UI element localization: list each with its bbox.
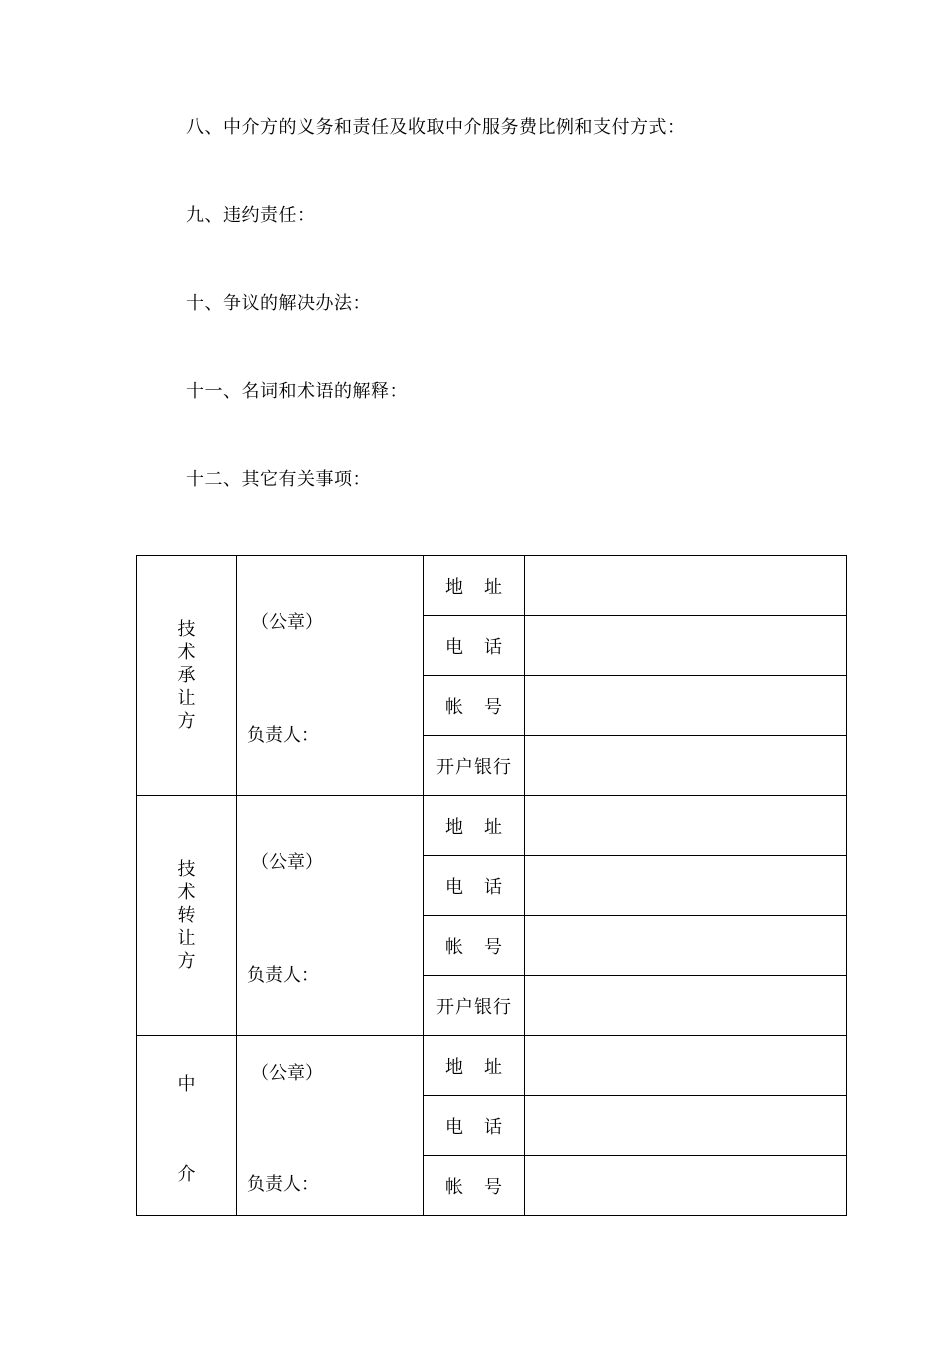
assignor-address-label: 地 址 (424, 796, 525, 856)
assignor-seal-label: （公章） (251, 852, 323, 873)
intermediary-label-bottom: 介 (177, 1164, 196, 1185)
assignor-phone-label: 电 话 (424, 856, 525, 916)
intermediary-account-label: 帐 号 (424, 1156, 525, 1216)
assignee-party-label: 技术承让方 (177, 619, 196, 732)
assignee-address-label: 地 址 (424, 556, 525, 616)
intermediary-address-field[interactable] (525, 1036, 847, 1096)
assignor-party-label: 技术转让方 (177, 859, 196, 972)
intermediary-account-field[interactable] (525, 1156, 847, 1216)
clause-11: 十一、名词和术语的解释： (186, 381, 408, 402)
clause-12: 十二、其它有关事项： (186, 469, 371, 490)
assignor-bank-label: 开户银行 (424, 976, 525, 1036)
assignee-address-field[interactable] (525, 556, 847, 616)
assignee-bank-label: 开户银行 (424, 736, 525, 796)
assignee-bank-field[interactable] (525, 736, 847, 796)
assignor-phone-field[interactable] (525, 856, 847, 916)
clause-8: 八、中介方的义务和责任及收取中介服务费比例和支付方式： (186, 117, 686, 138)
assignee-phone-label: 电 话 (424, 616, 525, 676)
assignee-seal-label: （公章） (251, 612, 323, 633)
assignee-party-cell (137, 556, 237, 796)
clause-9: 九、违约责任： (186, 205, 316, 226)
signature-table (136, 555, 847, 1216)
intermediary-address-label: 地 址 (424, 1036, 525, 1096)
intermediary-seal-label: （公章） (251, 1063, 323, 1084)
intermediary-seal-cell (237, 1036, 424, 1216)
assignee-account-field[interactable] (525, 676, 847, 736)
intermediary-party-cell (137, 1036, 237, 1216)
assignor-responsible-label: 负责人： (247, 965, 319, 986)
assignee-phone-field[interactable] (525, 616, 847, 676)
assignee-responsible-label: 负责人： (247, 725, 319, 746)
intermediary-phone-label: 电 话 (424, 1096, 525, 1156)
assignor-address-field[interactable] (525, 796, 847, 856)
assignor-party-cell (137, 796, 237, 1036)
intermediary-responsible-label: 负责人： (247, 1174, 319, 1195)
assignor-account-label: 帐 号 (424, 916, 525, 976)
clause-10: 十、争议的解决办法： (186, 293, 371, 314)
intermediary-phone-field[interactable] (525, 1096, 847, 1156)
assignor-seal-cell (237, 796, 424, 1036)
intermediary-label-top: 中 (177, 1074, 196, 1095)
assignee-account-label: 帐 号 (424, 676, 525, 736)
assignee-seal-cell (237, 556, 424, 796)
assignor-bank-field[interactable] (525, 976, 847, 1036)
assignor-account-field[interactable] (525, 916, 847, 976)
